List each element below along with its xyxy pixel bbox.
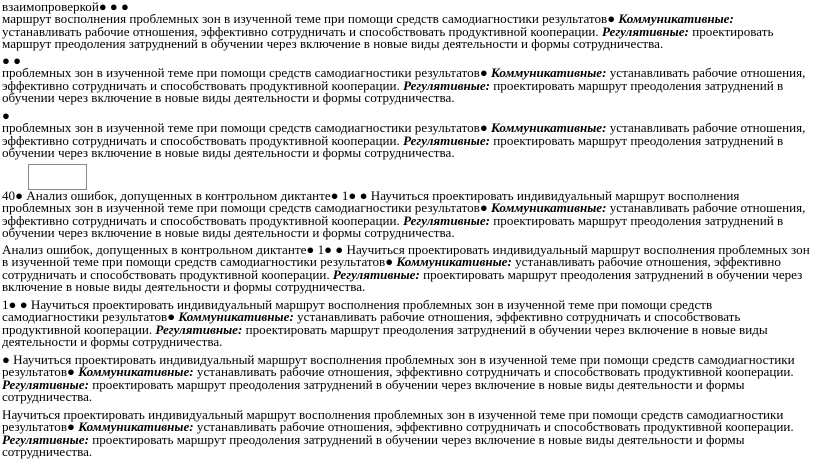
communicative-label: Коммуникативные: xyxy=(78,364,194,380)
text-block-4 xyxy=(2,190,812,240)
block-5-body: Анализ ошибок, допущенных в контрольном диктанте● 1● ● Научиться проектировать индивидуальный маршрут восполнения проблемных зон в изученной теме при помощи средств самодиагностики результатов● Коммуникативные: устанавливать рабочие отношения, эффективно сотрудничать и способствовать продуктивной кооперации. Регулятивные: проектировать маршрут преодоления затруднений в обучении через включение в новые виды деятельности и формы сотрудничества. xyxy=(2,242,810,295)
block-2-text: проблемных зон в изученной теме при помощи средств самодиагностики результатов xyxy=(2,65,480,81)
communicative-text: устанавливать рабочие отношения, эффективно сотрудничать и способствовать продуктивной кооперации. xyxy=(2,200,806,228)
regulatory-label: Регулятивные: xyxy=(2,376,89,392)
regulatory-label: Регулятивные: xyxy=(155,321,243,337)
regulatory-label: Регулятивные: xyxy=(332,266,420,282)
regulatory-text: проектировать маршрут преодоления затруднений в обучении через включение в новые виды деятельности и формы сотрудничества. xyxy=(2,431,745,460)
regulatory-label: Регулятивные: xyxy=(403,132,491,148)
block-7-lead: ● Научиться проектировать индивидуальный маршрут восполнения проблемных зон в изученной теме при помощи средств самодиагностики результатов xyxy=(2,352,795,380)
regulatory-text: проектировать маршрут преодоления затруднений в обучении через включение в новые виды деятельности и формы сотрудничества. xyxy=(2,132,784,161)
text-block-5 xyxy=(2,244,812,294)
block-4-body: 40● Анализ ошибок, допущенных в контрольном диктанте● 1● ● Научиться проектировать индивидуальный маршрут восполнения проблемных зон в изученной теме при помощи средств самодиагностики результатов● Коммуникативные: устанавливать рабочие отношения, эффективно сотрудничать и способствовать продуктивной кооперации. Регулятивные: проектировать маршрут преодоления затруднений в обучении через включение в новые виды деятельности и формы сотрудничества. xyxy=(2,188,806,241)
communicative-label: Коммуникативные: xyxy=(491,65,607,81)
communicative-text: устанавливать рабочие отношения, эффективно сотрудничать и способствовать продуктивной кооперации. xyxy=(2,120,806,148)
regulatory-text: проектировать маршрут преодоления затруднений в обучении через включение в новые виды деятельности и формы сотрудничества. xyxy=(2,23,774,52)
regulatory-label: Регулятивные: xyxy=(403,212,491,228)
block-5-lead: Анализ ошибок, допущенных в контрольном диктанте● 1● ● Научиться проектировать индивидуальный маршрут восполнения проблемных зон в изученной теме при помощи средств самодиагностики результатов xyxy=(2,242,810,270)
regulatory-label: Регулятивные: xyxy=(2,431,89,447)
text-block-3 xyxy=(2,110,812,160)
text-block-6 xyxy=(2,299,812,349)
communicative-label: Коммуникативные: xyxy=(178,309,294,325)
regulatory-text: проектировать маршрут преодоления затруднений в обучении через включение в новые виды деятельности и формы сотрудничества. xyxy=(2,376,745,405)
regulatory-text: проектировать маршрут преодоления затруднений в обучении через включение в новые виды деятельности и формы сотрудничества. xyxy=(2,77,784,106)
communicative-label: Коммуникативные: xyxy=(491,120,607,136)
block-3-bullets: ● xyxy=(2,108,10,123)
communicative-label: Коммуникативные: xyxy=(618,11,734,27)
communicative-text: устанавливать рабочие отношения, эффективно сотрудничать и способствовать продуктивной кооперации. xyxy=(193,364,794,380)
regulatory-text: проектировать маршрут преодоления затруднений в обучении через включение в новые виды деятельности и формы сотрудничества. xyxy=(2,321,768,350)
block-7-body: ● Научиться проектировать индивидуальный маршрут восполнения проблемных зон в изученной теме при помощи средств самодиагностики результатов● Коммуникативные: устанавливать рабочие отношения, эффективно сотрудничать и способствовать продуктивной кооперации. Регулятивные: проектировать маршрут преодоления затруднений в обучении через включение в новые виды деятельности и формы сотрудничества. xyxy=(2,352,795,405)
block-1-body: маршрут восполнения проблемных зон в изученной теме при помощи средств самодиагностики результатов● Коммуникативные: устанавливать рабочие отношения, эффективно сотрудничать и способствовать продуктивной кооперации. Регулятивные: проектировать маршрут преодоления затруднений в обучении через включение в новые виды деятельности и формы сотрудничества. xyxy=(2,11,774,52)
communicative-text: устанавливать рабочие отношения, эффективно сотрудничать и способствовать продуктивной кооперации. xyxy=(2,309,741,337)
communicative-text: устанавливать рабочие отношения, эффективно сотрудничать и способствовать продуктивной кооперации. xyxy=(2,254,781,282)
text-block-8 xyxy=(2,409,812,459)
bullet-marks: ● ● ● xyxy=(98,0,129,14)
block-4-lead: 40● Анализ ошибок, допущенных в контрольном диктанте● 1● ● Научиться проектировать индивидуальный маршрут восполнения проблемных зон в изученной теме при помощи средств самодиагностики результатов xyxy=(2,188,740,216)
block-8-lead: Научиться проектировать индивидуальный маршрут восполнения проблемных зон в изученной теме при помощи средств самодиагностики результатов xyxy=(2,407,784,435)
communicative-label: Коммуникативные: xyxy=(396,254,512,270)
communicative-label: Коммуникативные: xyxy=(491,200,607,216)
regulatory-label: Регулятивные: xyxy=(403,77,491,93)
block-2-body: проблемных зон в изученной теме при помощи средств самодиагностики результатов● Коммуникативные: устанавливать рабочие отношения, эффективно сотрудничать и способствовать продуктивной кооперации. Регулятивные: проектировать маршрут преодоления затруднений в обучении через включение в новые виды деятельности и формы сотрудничества. xyxy=(2,65,806,106)
word-vzaimoproverkoy: взаимопроверкой xyxy=(2,0,99,14)
regulatory-text: проектировать маршрут преодоления затруднений в обучении через включение в новые виды деятельности и формы сотрудничества. xyxy=(2,212,784,241)
block-2-bullets: ● ● xyxy=(2,53,22,68)
regulatory-text: проектировать маршрут преодоления затруднений в обучении через включение в новые виды деятельности и формы сотрудничества. xyxy=(2,266,803,295)
block-8-body: Научиться проектировать индивидуальный маршрут восполнения проблемных зон в изученной теме при помощи средств самодиагностики результатов● Коммуникативные: устанавливать рабочие отношения, эффективно сотрудничать и способствовать продуктивной кооперации. Регулятивные: проектировать маршрут преодоления затруднений в обучении через включение в новые виды деятельности и формы сотрудничества. xyxy=(2,407,794,460)
regulatory-label: Регулятивные: xyxy=(601,23,689,39)
empty-frame xyxy=(28,164,87,190)
block-3-text: проблемных зон в изученной теме при помощи средств самодиагностики результатов xyxy=(2,120,480,136)
text-block-7 xyxy=(2,354,812,404)
communicative-text: устанавливать рабочие отношения, эффективно сотрудничать и способствовать продуктивной кооперации. xyxy=(2,65,806,93)
text-block-1 xyxy=(2,1,812,51)
block-3-body: проблемных зон в изученной теме при помощи средств самодиагностики результатов● Коммуникативные: устанавливать рабочие отношения, эффективно сотрудничать и способствовать продуктивной кооперации. Регулятивные: проектировать маршрут преодоления затруднений в обучении через включение в новые виды деятельности и формы сотрудничества. xyxy=(2,120,806,161)
communicative-text: устанавливать рабочие отношения, эффективно сотрудничать и способствовать продуктивной кооперации. xyxy=(2,23,599,39)
text-block-2 xyxy=(2,55,812,105)
block-6-lead: 1● ● Научиться проектировать индивидуальный маршрут восполнения проблемных зон в изученной теме при помощи средств самодиагностики результатов xyxy=(2,297,713,325)
block-6-body: 1● ● Научиться проектировать индивидуальный маршрут восполнения проблемных зон в изученной теме при помощи средств самодиагностики результатов● Коммуникативные: устанавливать рабочие отношения, эффективно сотрудничать и способствовать продуктивной кооперации. Регулятивные: проектировать маршрут преодоления затруднений в обучении через включение в новые виды деятельности и формы сотрудничества. xyxy=(2,297,768,350)
communicative-text: устанавливать рабочие отношения, эффективно сотрудничать и способствовать продуктивной кооперации. xyxy=(193,419,794,435)
communicative-label: Коммуникативные: xyxy=(78,419,194,435)
block-1-text: маршрут восполнения проблемных зон в изученной теме при помощи средств самодиагностики результатов xyxy=(2,11,608,27)
